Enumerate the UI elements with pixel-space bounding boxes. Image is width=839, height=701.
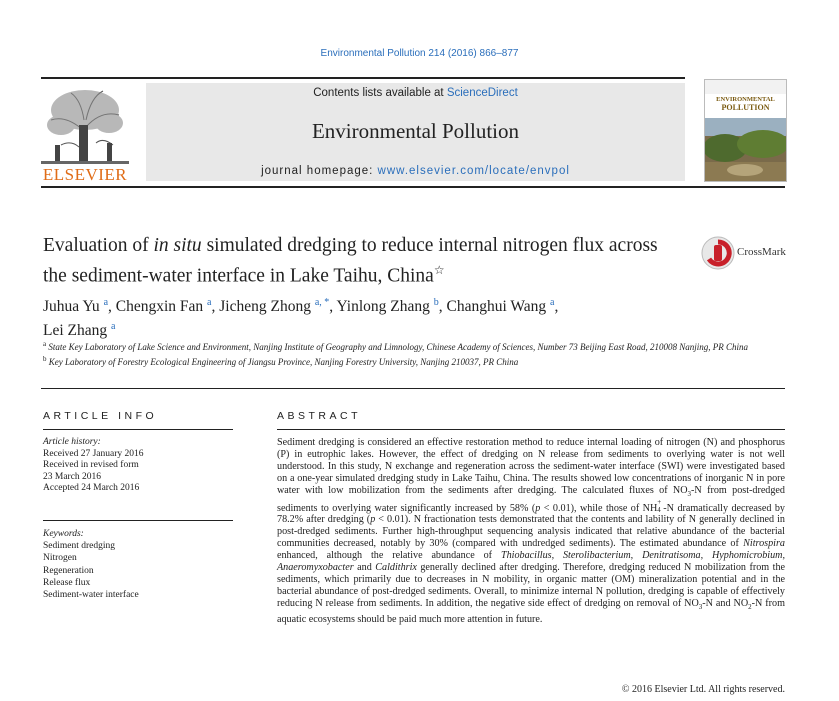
author[interactable]: Juhua Yu $^a$,: [43, 297, 116, 316]
crossmark-icon[interactable]: [701, 236, 735, 270]
homepage-link[interactable]: www.elsevier.com/locate/envpol: [377, 165, 570, 177]
history-item: Accepted 24 March 2016: [43, 483, 140, 494]
cover-title-line1: ENVIRONMENTAL: [716, 96, 775, 103]
title-part2: simulated dredging to reduce internal nitrogen flux across the sediment-water interface in Lake Taihu, China: [43, 235, 658, 287]
affiliation-b: $^b$ Key Laboratory of Forestry Ecological Engineering of Jiangsu Province, Nanjing Forestry University, Nanjing 210037, PR China: [43, 355, 519, 367]
author-list: [43, 293, 763, 341]
copyright-notice: © 2016 Elsevier Ltd. All rights reserved.: [621, 684, 785, 695]
cover-title-line2: POLLUTION: [721, 103, 770, 112]
abstract-rule: [277, 429, 785, 430]
cover-header-band: [705, 80, 786, 94]
author[interactable]: Jicheng Zhong $^{a, *}$,: [219, 297, 337, 316]
abstract-body: Sediment dredging is considered an effective restoration method to reduce internal loading of nitrogen (N) and phosphorus (P) in eutrophic lakes. However, the effect of dredging on N release from sediments to overlying water is not well understood. In this study, N exchange and regeneration across the sediment-water interface (SWI) were investigated based on a one-year simulated dredging study in Lake Taihu, China. The results showed low concentrations of inorganic N in pore water with low mobilization from the sediments after dredging. The calculated fluxes of $NO_3-N$ from post-dredged sediments to overlying water significantly increased by 58% (p < 0.01), while those of NH + 4 -N dramatically decreased by 78.2% after dredging (p < 0.01). N fractionation tests demonstrated that the contents and lability of N generally declined in post-dredged sediments. Further high-throughput sequencing analysis indicated that relative abundance of the bacterial communities decreased, notably by 30% (compared with undredged sediments). The estimated abundance of Nitrospira enhanced, although the relative abundance of Thiobacillus, Sterolibacterium, Denitratisoma, Hyphomicrobium, Anaeromyxobacter and Caldithrix generally declined after dredging. Therefore, dredging reduced N mobilization from the sediments, which primarily due to decreases in N mobility, in organic matter (OM) mineralization potential and in the bacterial abundance of post-dredged sediments. Overall, to minimize internal N pollution, dredging is capable of effectively reducing N release from sediments. In addition, the negative side effect of dredging on removal of $NO_3-N$ and $NO_2-N$ from aquatic ecosystems should be paid much more attention in future.: [277, 437, 786, 625]
author[interactable]: Changhui Wang $^a$,: [446, 297, 559, 316]
journal-citation[interactable]: Environmental Pollution 214 (2016) 866–877: [320, 48, 519, 59]
title-italic: in situ: [153, 235, 202, 256]
cover-photo: [705, 118, 786, 181]
journal-homepage: [146, 165, 685, 177]
cover-title: [705, 96, 786, 112]
keyword: Release flux: [43, 577, 91, 588]
elsevier-wordmark: ELSEVIER: [42, 165, 128, 184]
contents-line: [146, 87, 685, 99]
header-rule: [41, 77, 685, 79]
contents-prefix: Contents lists available at: [313, 87, 447, 99]
article-title: [43, 233, 673, 289]
author[interactable]: Lei Zhang $^a$: [43, 321, 116, 340]
homepage-prefix: journal homepage:: [261, 165, 378, 177]
keywords-label: Keywords:: [43, 529, 84, 539]
history-item: Received 27 January 2016: [43, 448, 144, 459]
history-label: Article history:: [43, 437, 101, 447]
section-rule: [41, 388, 785, 389]
article-info-heading: ARTICLE INFO: [43, 410, 158, 422]
abstract-heading: ABSTRACT: [277, 410, 362, 422]
article-info-rule: [43, 429, 233, 430]
keywords: [43, 528, 243, 601]
keyword: Sediment-water interface: [43, 590, 139, 601]
keyword: Sediment dredging: [43, 541, 116, 552]
affiliations: [43, 338, 763, 368]
title-part1: Evaluation of: [43, 235, 154, 256]
article-history: [43, 437, 243, 495]
keyword: Nitrogen: [43, 553, 77, 564]
sciencedirect-link[interactable]: ScienceDirect: [446, 87, 518, 99]
crossmark-label[interactable]: CrossMark: [737, 246, 786, 258]
journal-name: Environmental Pollution: [311, 119, 520, 143]
keyword: Regeneration: [43, 565, 94, 576]
author[interactable]: Yinlong Zhang $^b$,: [336, 297, 447, 316]
journal-cover-thumbnail[interactable]: [704, 79, 787, 182]
author[interactable]: Chengxin Fan $^a$,: [115, 297, 220, 316]
keywords-rule: [43, 520, 233, 521]
history-item: 23 March 2016: [43, 471, 102, 482]
header-bottom-rule: [41, 186, 785, 188]
affiliation-a: $^a$ State Key Laboratory of Lake Science and Environment, Nanjing Institute of Geography and Limnology, Chinese Academy of Sciences, Number 73 Beijing East Road, 210008 Nanjing, PR China: [43, 340, 749, 352]
history-item: Received in revised form: [43, 460, 139, 471]
title-star-footnote[interactable]: ☆: [433, 263, 445, 277]
